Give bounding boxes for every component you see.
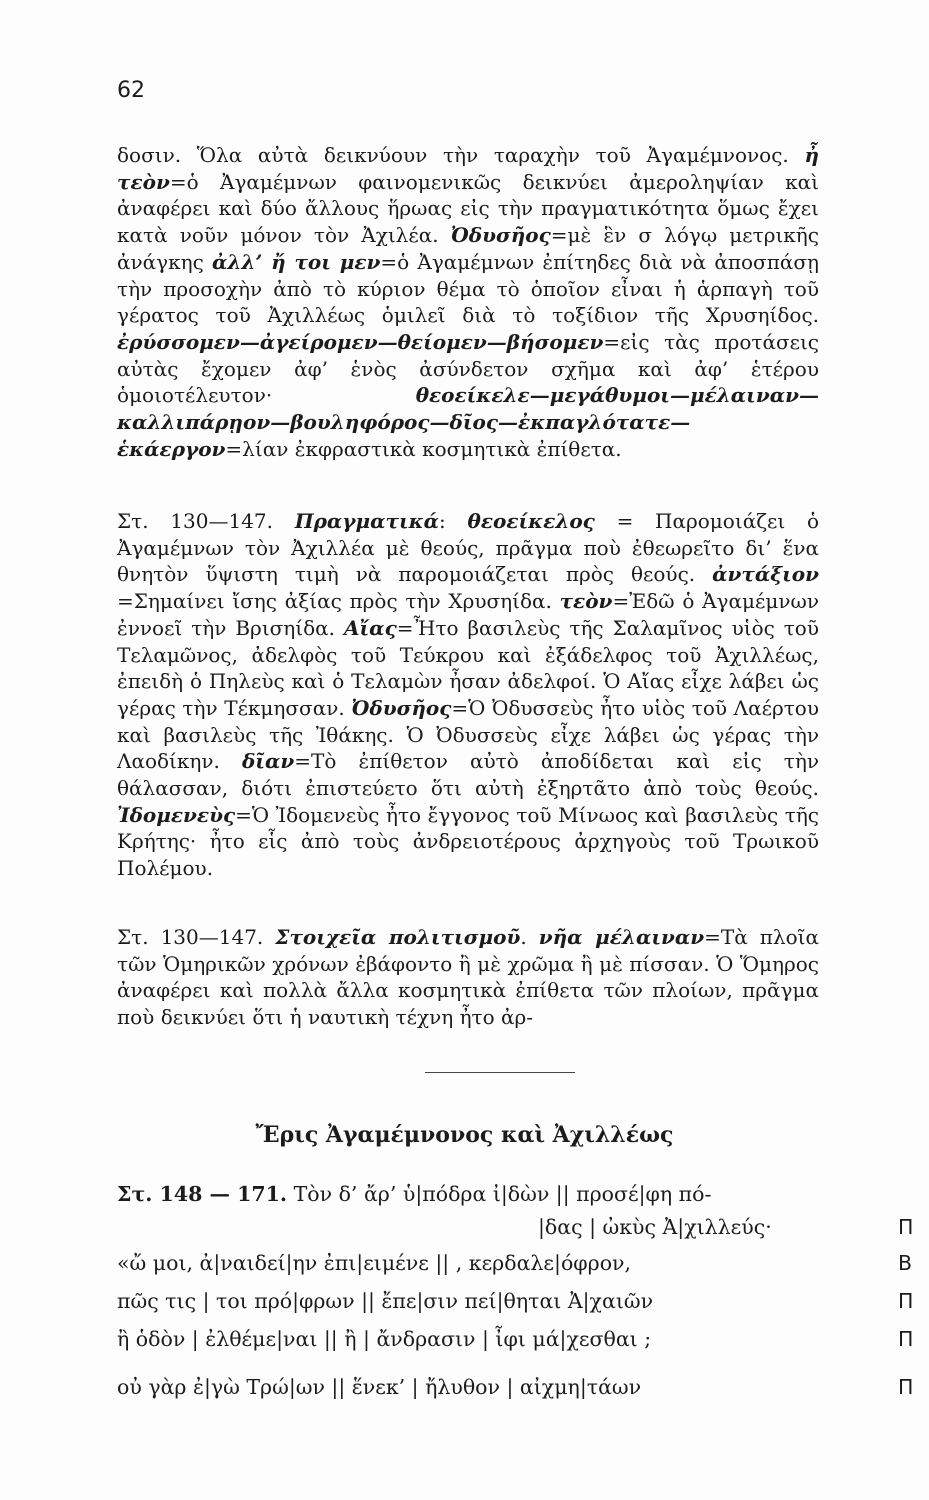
paragraph-text: =Ὁ Ἰδομενεὺς ἦτο ἔγγονος τοῦ Μίνωος καὶ βασιλεὺς τῆς Κρήτης· ἦτο εἷς ἀπὸ τοὺς ἀνδρειοτέρους ἀρχηγοὺς τοῦ Τρωικοῦ Πολέμου. bbox=[117, 802, 819, 881]
paragraph-text: Στ. 130—147. bbox=[117, 925, 276, 949]
paragraph-text: =Τὸ ἐπίθετον αὐτὸ ἀποδίδεται καὶ εἰς τὴν θάλασσαν, διότι ἐπιστεύετο ὅτι αὐτὴ ἐξηρτᾶτο ἀπὸ τοὺς θεούς. bbox=[117, 749, 819, 801]
emphasized-term: θεοείκελος bbox=[467, 509, 595, 533]
verse-marker: Π bbox=[898, 1289, 914, 1313]
verse-marker: Π bbox=[898, 1327, 914, 1351]
verse-line-5: οὐ γὰρ ἐ|γὼ Τρώ|ων || ἕνεκ’ | ἤλυθον | αἰχμη|τάων bbox=[117, 1375, 642, 1399]
commentary-paragraph-3 bbox=[117, 924, 819, 1031]
paragraph-text: Στ. 130—147. bbox=[117, 509, 295, 533]
commentary-paragraph-2 bbox=[117, 508, 819, 882]
emphasized-term: Στοιχεῖα πολιτισμοῦ bbox=[275, 925, 521, 949]
emphasized-term: θεοείκελε—μεγάθυμοι—μέλαιναν—καλλιπάρῃον—βουληφόρος—δῖος—ἐκπαγλότατε—ἑκάεργον bbox=[117, 383, 819, 461]
emphasized-term: ἀντάξιον bbox=[712, 562, 819, 587]
page-number: 62 bbox=[117, 78, 145, 103]
verse-text: Τὸν δ’ ἄρ’ ὑ|πόδρα ἰ|δὼν || προσέ|φη πό- bbox=[293, 1182, 712, 1206]
paragraph-text: =Ἦτο βασιλεὺς τῆς Σαλαμῖνος υἱὸς τοῦ Τελαμῶνος, ἀδελφὸς τοῦ Τεύκρου καὶ ἐξάδελφος τοῦ Ἀχιλλέως, ἐπειδὴ ὁ Πηλεὺς καὶ ὁ Τελαμὼν ἦσαν ἀδελφοί. Ὁ Αἴας εἶχε λάβει ὡς γέρας τὴν Τέκμησσαν. bbox=[117, 615, 820, 720]
verse-line-1 bbox=[117, 1182, 711, 1206]
section-heading: Ἔρις Ἀγαμέμνονος καὶ Ἀχιλλέως bbox=[255, 1122, 674, 1148]
paragraph-text: . bbox=[520, 925, 539, 949]
paragraph-text: = Παρομοιάζει ὁ Ἀγαμέμνων τὸν Ἀχιλλέα μὲ θεούς, πρᾶγμα ποὺ ἐθεωρεῖτο δι’ ἕνα θνητὸν ὕψιστη τιμὴ νὰ παρομοιάζεται πρὸς θεούς. bbox=[117, 509, 819, 587]
emphasized-term: Πραγματικά bbox=[294, 509, 440, 533]
verse-line-3: πῶς τις | τοι πρό|φρων || ἔπε|σιν πεί|θηται Ἀ|χαιῶν bbox=[117, 1289, 654, 1313]
commentary-paragraph-1 bbox=[117, 142, 819, 462]
paragraph-text: =εἰς τὰς προτάσεις αὐτὰς ἔχομεν ἀφ’ ἑνὸς ἀσύνδετον σχῆμα καὶ ἀφ’ ἑτέρου ὁμοιοτέλευτον· bbox=[117, 329, 819, 408]
verse-marker: Β bbox=[898, 1251, 913, 1275]
paragraph-text: =Ὁ Ὀδυσσεὺς ἦτο υἱὸς τοῦ Λαέρτου καὶ βασιλεὺς τῆς Ἰθάκης. Ὁ Ὀδυσσεὺς εἶχε λάβει ὡς γέρας τὴν Λαοδίκην. bbox=[117, 695, 819, 774]
verse-range-label: Στ. 148 — 171. bbox=[117, 1182, 288, 1206]
paragraph-text: =Τὰ πλοῖα τῶν Ὁμηρικῶν χρόνων ἐβάφοντο ἢ μὲ χρῶμα ἢ μὲ πίσσαν. Ὁ Ὅμηρος ἀναφέρει καὶ πολλὰ ἄλλα κοσμητικὰ ἐπίθετα τῶν πλοίων, πρᾶγμα ποὺ δεικνύει ὅτι ἡ ναυτικὴ τέχνη ἦτο ἀρ- bbox=[117, 925, 819, 1030]
paragraph-text: =λίαν ἐκφραστικὰ κοσμητικὰ ἐπίθετα. bbox=[225, 436, 622, 461]
emphasized-term: τεὸν bbox=[559, 589, 613, 614]
emphasized-term: Ὀδυσῆος bbox=[450, 223, 551, 248]
emphasized-term: Ὀδυσῆος bbox=[351, 695, 452, 720]
verse-line-2: «ὤ μοι, ἀ|ναιδεί|ην ἐπι|ειμένε || , κερδαλε|όφρον, bbox=[117, 1251, 632, 1275]
verse-line-4: ἢ ὁδὸν | ἐλθέμε|ναι || ἢ | ἄνδρασιν | ἶφι μά|χεσθαι ; bbox=[117, 1327, 652, 1351]
emphasized-term: ἦ τεὸν bbox=[117, 143, 819, 194]
verse-marker: Π bbox=[898, 1375, 914, 1399]
section-divider bbox=[425, 1072, 575, 1073]
emphasized-term: Αἴας bbox=[343, 615, 397, 640]
paragraph-text: : bbox=[439, 509, 468, 533]
paragraph-text: =Σημαίνει ἴσης ἀξίας πρὸς τὴν Χρυσηίδα. bbox=[117, 589, 560, 614]
emphasized-term: ἀλλ’ ἤ τοι μεν bbox=[211, 249, 381, 274]
paragraph-text: =ὁ Ἀγαμέμνων ἐπίτηδες διὰ νὰ ἀποσπάσῃ τὴν προσοχὴν ἀπὸ τὸ κύριον θέμα τὸ ὁποῖον εἶναι ἡ ἁρπαγὴ τοῦ γέρατος τοῦ Ἀχιλλέως ὁμιλεῖ διὰ τὸ τοξίδιον τῆς Χρυσηίδος. bbox=[117, 249, 819, 328]
paragraph-text: δοσιν. Ὅλα αὐτὰ δεικνύουν τὴν ταραχὴν τοῦ Ἀγαμέμνονος. bbox=[117, 143, 805, 167]
paragraph-text: =ὁ Ἀγαμέμνων φαινομενικῶς δεικνύει ἀμεροληψίαν καὶ ἀναφέρει καὶ δύο ἄλλους ἥρωας εἰς τὴν πραγματικότητα ὅμως ἔχει κατὰ νοῦν μόνον τὸν Ἀχιλέα. bbox=[117, 169, 819, 248]
emphasized-term: Ἰδομενεὺς bbox=[117, 802, 236, 827]
emphasized-term: νῆα μέλαιναν bbox=[538, 925, 705, 949]
paragraph-text: =Ἐδῶ ὁ Ἀγαμέμνων ἐννοεῖ τὴν Βρισηίδα. bbox=[117, 589, 819, 640]
emphasized-term: ἐρύσσομεν—ἀγείρομεν—θείομεν—βήσομεν bbox=[117, 329, 604, 354]
emphasized-term: δῖαν bbox=[241, 749, 295, 774]
verse-marker: Π bbox=[898, 1215, 914, 1239]
verse-line-1-continuation: |δας | ὠκὺς Ἀ|χιλλεύς· bbox=[538, 1215, 772, 1239]
paragraph-text: =μὲ ἓν σ λόγῳ μετρικῆς ἀνάγκης bbox=[117, 223, 819, 274]
